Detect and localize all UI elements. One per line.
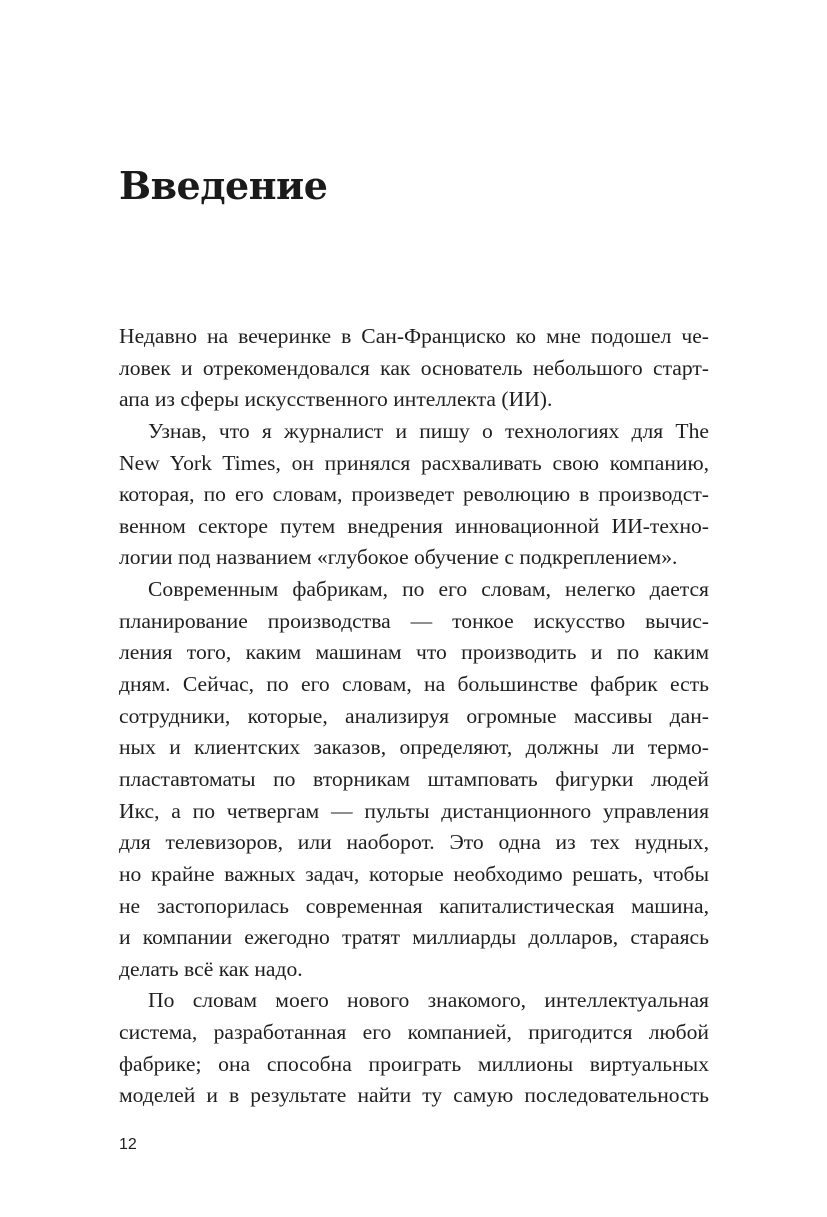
text-line: которая, по его словам, произведет революцию в производст- xyxy=(119,482,709,507)
text-line: моделей и в результате найти ту самую последовательность xyxy=(119,1083,709,1108)
text-line: New York Times, он принялся расхваливать свою компанию, xyxy=(119,450,709,475)
text-line: для телевизоров, или наоборот. Это одна из тех нудных, xyxy=(119,830,709,855)
text-line: Недавно на вечеринке в Сан-Франциско ко мне подошел че- xyxy=(119,324,709,348)
body-text xyxy=(119,321,709,1112)
text-line: дням. Сейчас, по его словам, на большинстве фабрик есть xyxy=(119,672,709,697)
page-number: 12 xyxy=(119,1136,137,1153)
text-line: Икс, а по четвергам — пульты дистанционного управления xyxy=(119,798,709,823)
text-line: венном секторе путем внедрения инновационной ИИ-техно- xyxy=(119,513,709,538)
text-line: сотрудники, которые, анализируя огромные массивы дан- xyxy=(119,703,709,728)
text-line: и компании ежегодно тратят миллиарды долларов, стараясь xyxy=(119,925,709,950)
text-line: Узнав, что я журналист и пишу о технологиях для The xyxy=(148,418,709,443)
text-line: логии под названием «глубокое обучение с подкреплением». xyxy=(119,545,678,570)
text-line: но крайне важных задач, которые необходимо решать, чтобы xyxy=(119,861,709,886)
text-line: делать всё как надо. xyxy=(119,956,303,981)
text-line: планирование производства — тонкое искусство вычис- xyxy=(119,608,709,633)
text-line: фабрике; она способна проиграть миллионы виртуальных xyxy=(119,1051,709,1076)
text-line: ловек и отрекомендовался как основатель небольшого старт- xyxy=(119,355,709,380)
text-line: апа из сферы искусственного интеллекта (ИИ). xyxy=(119,387,553,412)
text-line: ления того, каким машинам что производить и по каким xyxy=(119,640,709,665)
text-line: система, разработанная его компанией, пригодится любой xyxy=(119,1020,709,1045)
chapter-title: Введение xyxy=(119,163,328,208)
text-line: Современным фабрикам, по его словам, нелегко дается xyxy=(148,577,709,602)
text-line: По словам моего нового знакомого, интеллектуальная xyxy=(148,988,709,1013)
text-line: не застопорилась современная капиталистическая машина, xyxy=(119,893,709,918)
text-line: ных и клиентских заказов, определяют, должны ли термо- xyxy=(119,735,709,760)
text-line: пластавтоматы по вторникам штамповать фигурки людей xyxy=(119,766,709,791)
